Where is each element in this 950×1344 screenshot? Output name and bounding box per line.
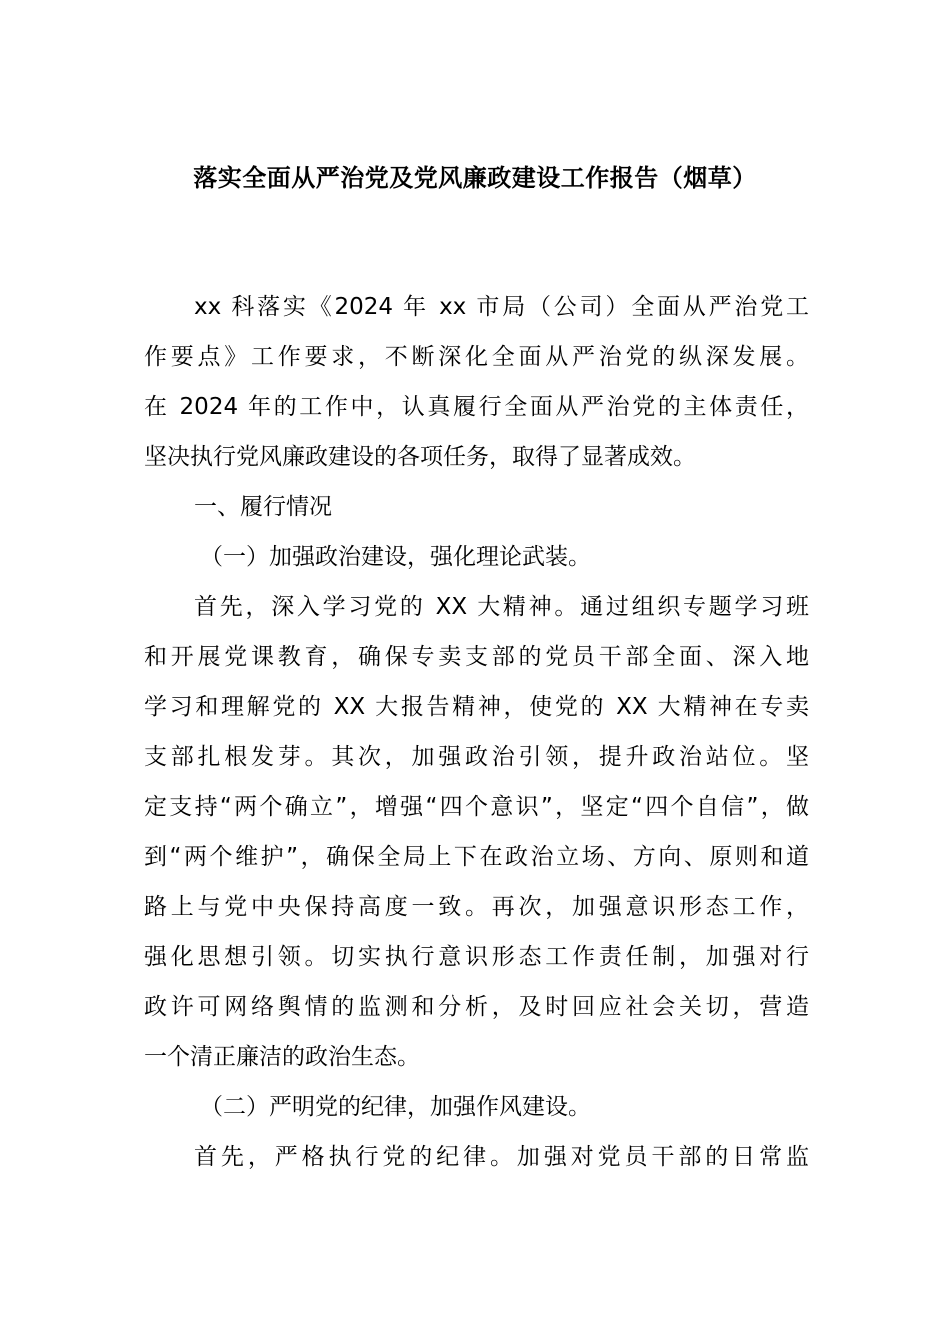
subsection-heading: （二）严明党的纪律，加强作风建设。 xyxy=(200,1094,591,1120)
section-heading: 一、履行情况 xyxy=(194,494,332,520)
paragraph-line: 强化思想引领。切实执行意识形态工作责任制，加强对行 xyxy=(144,944,809,970)
paragraph-line: 在 2024 年的工作中，认真履行全面从严治党的主体责任， xyxy=(144,394,809,420)
paragraph-line: 和开展党课教育，确保专卖支部的党员干部全面、深入地 xyxy=(144,644,809,670)
paragraph-line: 学习和理解党的 XX 大报告精神，使党的 XX 大精神在专卖 xyxy=(144,694,809,720)
paragraph-line: 首先，严格执行党的纪律。加强对党员干部的日常监 xyxy=(194,1144,809,1170)
paragraph-line: 首先，深入学习党的 XX 大精神。通过组织专题学习班 xyxy=(194,594,809,620)
paragraph-line: 定支持“两个确立”，增强“四个意识”，坚定“四个自信”，做 xyxy=(144,794,809,820)
paragraph-line: 坚决执行党风廉政建设的各项任务，取得了显著成效。 xyxy=(144,444,696,470)
paragraph-line: 到“两个维护”，确保全局上下在政治立场、方向、原则和道 xyxy=(144,844,809,870)
paragraph-line: 政许可网络舆情的监测和分析，及时回应社会关切，营造 xyxy=(144,994,809,1020)
paragraph-line: 作要点》工作要求，不断深化全面从严治党的纵深发展。 xyxy=(144,344,809,370)
paragraph-line: 路上与党中央保持高度一致。再次，加强意识形态工作， xyxy=(144,894,809,920)
paragraph-line: 支部扎根发芽。其次，加强政治引领，提升政治站位。坚 xyxy=(144,744,809,770)
subsection-heading: （一）加强政治建设，强化理论武装。 xyxy=(200,544,591,570)
paragraph-line: xx 科落实《2024 年 xx 市局（公司）全面从严治党工 xyxy=(194,294,809,320)
paragraph-line: 一个清正廉洁的政治生态。 xyxy=(144,1044,420,1070)
document-body xyxy=(144,282,809,1182)
document-title: 落实全面从严治党及党风廉政建设工作报告（烟草） xyxy=(193,164,757,192)
